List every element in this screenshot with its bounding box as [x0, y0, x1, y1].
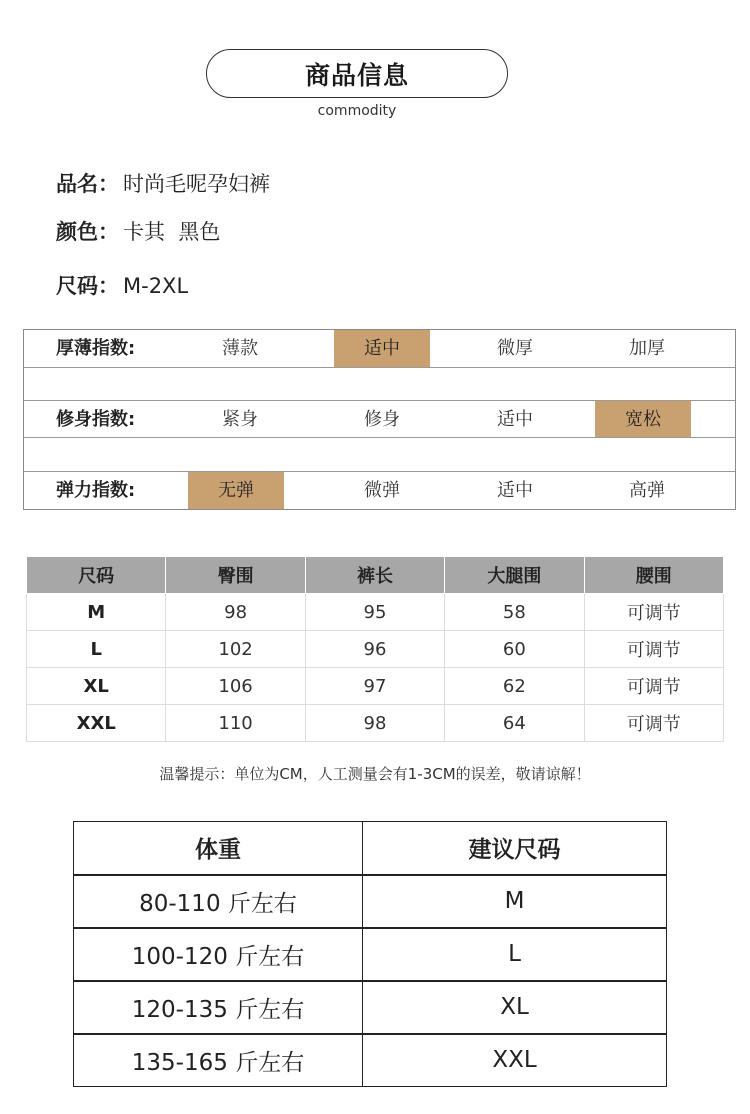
table-row — [74, 1034, 667, 1087]
section-title — [206, 49, 508, 98]
index-label: 弹力指数: — [56, 480, 136, 501]
index-row-fit — [24, 401, 735, 438]
index-option-selected: 无弹 — [188, 472, 284, 509]
weight-size-table — [73, 821, 667, 1087]
section-title-text: 商品信息 — [304, 60, 409, 90]
divider — [24, 367, 735, 368]
index-option: 紧身 — [222, 409, 258, 430]
section-subtitle: commodity — [317, 103, 397, 119]
table-cell: 102 — [166, 631, 305, 668]
table-row — [27, 705, 724, 742]
index-option-selected: 宽松 — [595, 401, 691, 438]
info-value: M-2XL — [123, 274, 189, 298]
table-row — [74, 875, 667, 928]
table-row — [27, 668, 724, 705]
table-cell: 58 — [445, 594, 584, 631]
table-cell: 可调节 — [584, 594, 723, 631]
index-label: 修身指数: — [56, 409, 136, 430]
column-header: 体重 — [74, 822, 363, 875]
info-size — [56, 270, 188, 300]
info-product-name — [56, 168, 270, 198]
index-option: 加厚 — [629, 338, 665, 359]
table-cell: XXL — [363, 1034, 667, 1087]
table-row — [27, 594, 724, 631]
column-header: 裤长 — [305, 557, 444, 594]
table-cell: M — [27, 594, 166, 631]
table-cell: XXL — [27, 705, 166, 742]
table-row — [74, 928, 667, 981]
table-cell: 110 — [166, 705, 305, 742]
table-header-row — [74, 822, 667, 875]
column-header: 腰围 — [584, 557, 723, 594]
info-value: 时尚毛呢孕妇裤 — [123, 172, 270, 196]
table-row — [27, 631, 724, 668]
table-header-row — [27, 557, 724, 594]
table-cell: 96 — [305, 631, 444, 668]
index-option: 修身 — [364, 409, 400, 430]
info-color — [56, 216, 220, 246]
column-header: 大腿围 — [445, 557, 584, 594]
column-header: 臀围 — [166, 557, 305, 594]
table-cell: L — [27, 631, 166, 668]
table-cell: 98 — [166, 594, 305, 631]
column-header: 尺码 — [27, 557, 166, 594]
table-cell: 80-110 斤左右 — [74, 875, 363, 928]
table-cell: 可调节 — [584, 705, 723, 742]
index-option: 微弹 — [364, 480, 400, 501]
table-cell: XL — [27, 668, 166, 705]
index-label: 厚薄指数: — [56, 338, 136, 359]
info-key: 颜色： — [56, 220, 119, 244]
index-row-thickness — [24, 330, 735, 367]
measurement-tip: 温馨提示：单位为CM，人工测量会有1-3CM的误差，敬请谅解！ — [159, 765, 591, 783]
table-cell: 64 — [445, 705, 584, 742]
table-cell: M — [363, 875, 667, 928]
index-option: 薄款 — [222, 338, 258, 359]
table-cell: 106 — [166, 668, 305, 705]
index-option: 适中 — [497, 409, 533, 430]
table-cell: 60 — [445, 631, 584, 668]
table-cell: 62 — [445, 668, 584, 705]
table-cell: XL — [363, 981, 667, 1034]
table-row — [74, 981, 667, 1034]
index-option: 微厚 — [497, 338, 533, 359]
size-chart-table — [26, 556, 724, 742]
index-option-selected: 适中 — [334, 330, 430, 367]
table-cell: 135-165 斤左右 — [74, 1034, 363, 1087]
table-cell: 100-120 斤左右 — [74, 928, 363, 981]
table-cell: L — [363, 928, 667, 981]
index-option: 适中 — [497, 480, 533, 501]
table-cell: 95 — [305, 594, 444, 631]
index-option: 高弹 — [629, 480, 665, 501]
fit-index-panel — [23, 329, 736, 510]
info-key: 品名： — [56, 172, 119, 196]
table-cell: 可调节 — [584, 631, 723, 668]
index-row-elasticity — [24, 472, 735, 509]
table-cell: 可调节 — [584, 668, 723, 705]
table-cell: 120-135 斤左右 — [74, 981, 363, 1034]
info-key: 尺码： — [56, 274, 119, 298]
divider — [24, 437, 735, 438]
table-cell: 98 — [305, 705, 444, 742]
table-cell: 97 — [305, 668, 444, 705]
column-header: 建议尺码 — [363, 822, 667, 875]
info-value: 卡其 黑色 — [123, 220, 221, 244]
